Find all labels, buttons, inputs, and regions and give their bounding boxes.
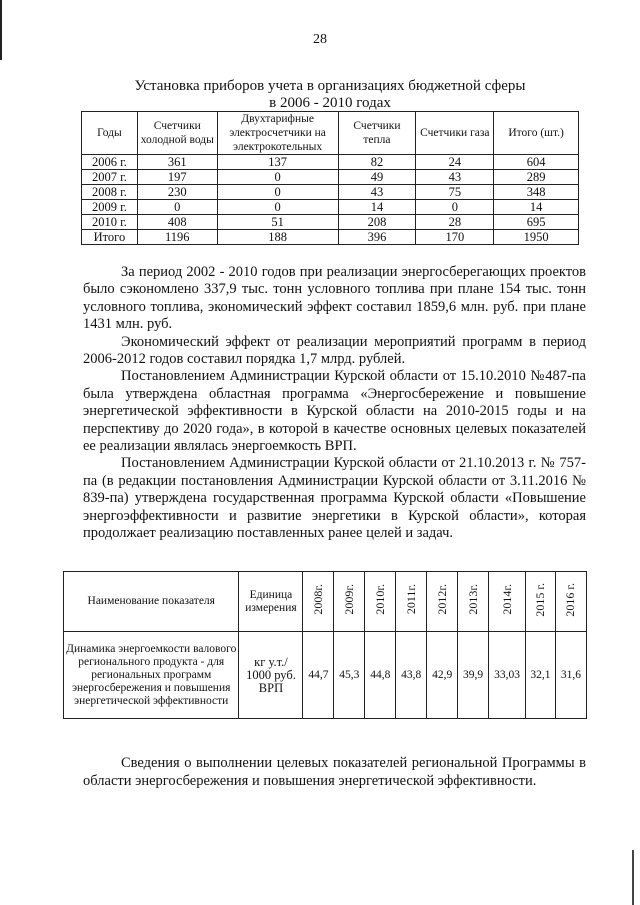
table-row (82, 185, 579, 200)
table-cell: 230 (137, 185, 217, 200)
year-label: 2008г. (310, 584, 325, 615)
table-row (64, 632, 587, 719)
table-cell: 137 (217, 155, 338, 170)
table-cell: 0 (217, 185, 338, 200)
table-cell: 197 (137, 170, 217, 185)
table-cell: 28 (416, 215, 494, 230)
binding-mark (632, 850, 634, 905)
paragraph: За период 2002 - 2010 годов при реализации энергосберегающих проектов было сэкономлено 337,9 тыс. тонн условного топлива при плане 154 тыс. тонн условного топлива, экономический эффект составил 1859,6 млн. руб. при плане 1431 млн. руб. (83, 264, 586, 333)
table1-title (80, 78, 580, 112)
table-cell: 82 (338, 155, 416, 170)
table-cell: 361 (137, 155, 217, 170)
table-cell: 170 (416, 230, 494, 245)
table-cell: 0 (217, 170, 338, 185)
header-year (334, 572, 365, 632)
indicator-name: Динамика энергоемкости валового регионального продукта - для региональных программ энергосбережения и повышения энергетической эффективности (64, 632, 239, 719)
table-cell: 43 (338, 185, 416, 200)
table-total-row (82, 230, 579, 245)
header-total: Итого (шт.) (494, 112, 579, 155)
year-label: 2016 г. (563, 582, 578, 617)
table-header-row (82, 112, 579, 155)
table-cell: 208 (338, 215, 416, 230)
table1-title-line2: в 2006 - 2010 годах (269, 95, 391, 111)
table-cell: 49 (338, 170, 416, 185)
year-label: 2012г. (434, 584, 449, 615)
table-cell: 2008 г. (82, 185, 138, 200)
header-year (365, 572, 396, 632)
header-unit: Единица измерения (239, 572, 303, 632)
table-cell: 0 (416, 200, 494, 215)
paragraph: Постановлением Администрации Курской области от 15.10.2010 №487-па была утверждена областная программа «Энергосбережение и повышение энергетической эффективности в Курской области на 2010-2015 годы и на перспективу до 2020 года», в которой в качестве основных целевых показателей ее реализации являлась энергоемкость ВРП. (83, 368, 586, 455)
header-indicator-name: Наименование показателя (64, 572, 239, 632)
table-cell: 348 (494, 185, 579, 200)
header-heat: Счетчики тепла (338, 112, 416, 155)
body-text (83, 264, 586, 543)
page-number: 28 (313, 32, 327, 47)
header-years: Годы (82, 112, 138, 155)
header-dual-tariff: Двухтарифные электросчетчики на электрокотельных (217, 112, 338, 155)
indicator-table (63, 571, 587, 719)
header-year (396, 572, 427, 632)
meter-installation-table (81, 111, 579, 245)
table-cell: 0 (217, 200, 338, 215)
table-cell: 1950 (494, 230, 579, 245)
table-row (82, 155, 579, 170)
header-year (458, 572, 489, 632)
table-row (82, 170, 579, 185)
indicator-unit: кг у.т./ 1000 руб. ВРП (239, 632, 303, 719)
header-year (489, 572, 526, 632)
table-cell: 14 (338, 200, 416, 215)
table-cell: 2010 г. (82, 215, 138, 230)
table-row (82, 200, 579, 215)
table1-title-line1: Установка приборов учета в организациях бюджетной сферы (134, 78, 526, 94)
table-cell: 2007 г. (82, 170, 138, 185)
year-label: 2009г. (341, 584, 356, 615)
table-cell: 2006 г. (82, 155, 138, 170)
table-cell: 408 (137, 215, 217, 230)
table-header-row (64, 572, 587, 632)
year-label: 2013г. (465, 584, 480, 615)
table-cell: 31,6 (555, 632, 586, 719)
header-year (555, 572, 586, 632)
table-cell: 44,8 (365, 632, 396, 719)
year-label: 2010г. (372, 584, 387, 615)
paragraph: Постановлением Администрации Курской области от 21.10.2013 г. № 757-па (в редакции постановления Администрации Курской области от 3.11.2016 № 839-па) утверждена государственная программа Курской области «Повышение энергоэффективности и развитие энергетики в Курской области», которая продолжает реализацию поставленных ранее целей и задач. (83, 455, 586, 542)
table-cell: 45,3 (334, 632, 365, 719)
table-cell: 289 (494, 170, 579, 185)
table-cell: 75 (416, 185, 494, 200)
table-cell: 604 (494, 155, 579, 170)
table-cell: 0 (137, 200, 217, 215)
paragraph: Экономический эффект от реализации мероприятий программ в период 2006-2012 годов составил порядка 1,7 млрд. рублей. (83, 333, 586, 368)
table-cell: 51 (217, 215, 338, 230)
table-cell: 2009 г. (82, 200, 138, 215)
header-year (303, 572, 334, 632)
year-label: 2015 г. (532, 582, 547, 617)
header-gas: Счетчики газа (416, 112, 494, 155)
table-cell: 43 (416, 170, 494, 185)
table-cell: 39,9 (458, 632, 489, 719)
header-year (525, 572, 555, 632)
binding-mark (0, 0, 2, 60)
year-label: 2011г. (403, 584, 418, 615)
table-cell: 33,03 (489, 632, 526, 719)
table-cell: 42,9 (427, 632, 458, 719)
header-cold-water: Счетчики холодной воды (137, 112, 217, 155)
table-cell: 14 (494, 200, 579, 215)
year-label: 2014г. (499, 584, 514, 615)
table-cell: 695 (494, 215, 579, 230)
table-cell: 44,7 (303, 632, 334, 719)
table-row (82, 215, 579, 230)
table-cell: Итого (82, 230, 138, 245)
table-cell: 396 (338, 230, 416, 245)
table-cell: 32,1 (525, 632, 555, 719)
paragraph: Сведения о выполнении целевых показателей региональной Программы в области энергосбережения и повышения энергетической эффективности. (83, 755, 586, 789)
footer-text (83, 754, 586, 790)
table-cell: 43,8 (396, 632, 427, 719)
table-cell: 1196 (137, 230, 217, 245)
header-year (427, 572, 458, 632)
table-cell: 24 (416, 155, 494, 170)
table-cell: 188 (217, 230, 338, 245)
